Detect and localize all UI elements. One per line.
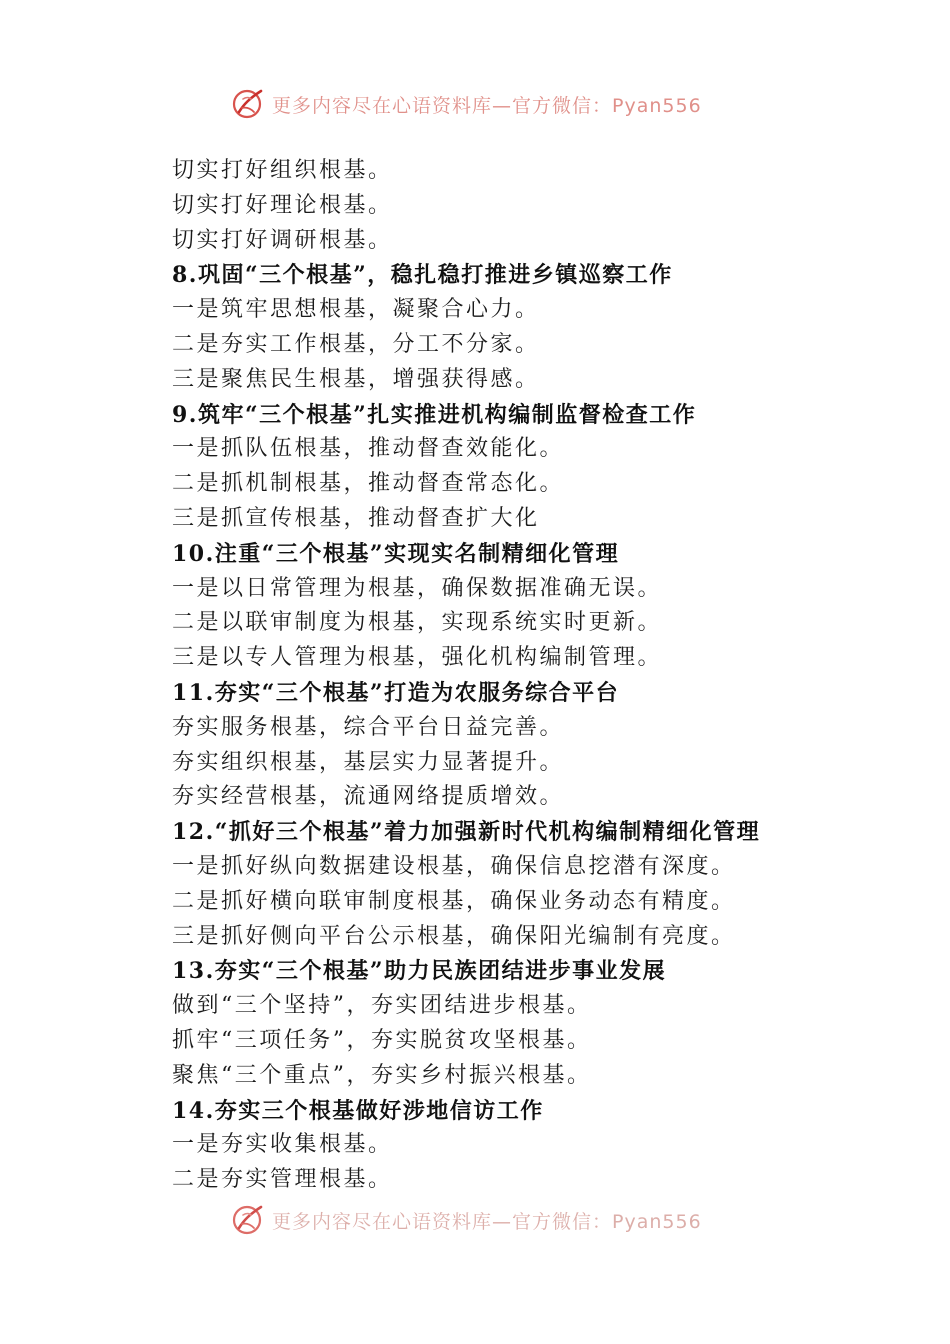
watermark-logo-icon xyxy=(230,86,266,122)
body-line: 一是夯实收集根基。 xyxy=(172,1132,393,1158)
header-watermark xyxy=(230,84,702,124)
body-line: 二是夯实工作根基，分工不分家。 xyxy=(172,331,540,357)
section-heading: 9.筑牢“三个根基”扎实推进机构编制监督检查工作 xyxy=(172,401,697,428)
section-heading: 8.巩固“三个根基”，稳扎稳打推进乡镇巡察工作 xyxy=(172,262,673,289)
body-line: 聚焦“三个重点”，夯实乡村振兴根基。 xyxy=(172,1062,592,1088)
body-line: 切实打好组织根基。 xyxy=(172,158,393,183)
footer-watermark xyxy=(230,1200,702,1240)
document-body xyxy=(172,154,872,1198)
section-heading: 11.夯实“三个根基”打造为农服务综合平台 xyxy=(172,679,620,706)
watermark-text: 更多内容尽在心语资料库—官方微信：Pyan556 xyxy=(272,94,702,117)
watermark-logo-icon xyxy=(230,1202,266,1238)
body-line: 抓牢“三项任务”，夯实脱贫攻坚根基。 xyxy=(172,1027,592,1053)
body-line: 一是抓队伍根基，推动督查效能化。 xyxy=(172,436,565,462)
body-line: 二是以联审制度为根基，实现系统实时更新。 xyxy=(172,610,663,636)
body-line: 一是筑牢思想根基，凝聚合心力。 xyxy=(172,297,540,323)
body-line: 二是夯实管理根基。 xyxy=(172,1167,393,1193)
body-line: 一是抓好纵向数据建设根基，确保信息挖潜有深度。 xyxy=(172,853,736,879)
body-line: 夯实经营根基，流通网络提质增效。 xyxy=(172,784,565,810)
body-line: 夯实服务根基，综合平台日益完善。 xyxy=(172,714,565,740)
section-heading: 12.“抓好三个根基”着力加强新时代机构编制精细化管理 xyxy=(172,819,761,846)
body-line: 三是以专人管理为根基，强化机构编制管理。 xyxy=(172,645,663,671)
body-line: 三是聚焦民生根基，增强获得感。 xyxy=(172,366,540,392)
body-line: 夯实组织根基，基层实力显著提升。 xyxy=(172,749,565,775)
body-line: 二是抓好横向联审制度根基，确保业务动态有精度。 xyxy=(172,888,736,914)
body-line: 做到“三个坚持”，夯实团结进步根基。 xyxy=(172,993,592,1019)
body-line: 三是抓好侧向平台公示根基，确保阳光编制有亮度。 xyxy=(172,923,736,949)
body-line: 切实打好调研根基。 xyxy=(172,227,393,253)
section-heading: 10.注重“三个根基”实现实名制精细化管理 xyxy=(172,540,620,567)
watermark-text: 更多内容尽在心语资料库—官方微信：Pyan556 xyxy=(272,1210,702,1233)
body-line: 三是抓宣传根基，推动督查扩大化 xyxy=(172,505,540,531)
section-heading: 14.夯实三个根基做好涉地信访工作 xyxy=(172,1097,544,1124)
body-line: 一是以日常管理为根基，确保数据准确无误。 xyxy=(172,575,663,601)
body-line: 二是抓机制根基，推动督查常态化。 xyxy=(172,471,565,497)
section-heading: 13.夯实“三个根基”助力民族团结进步事业发展 xyxy=(172,958,667,985)
body-line: 切实打好理论根基。 xyxy=(172,192,393,218)
